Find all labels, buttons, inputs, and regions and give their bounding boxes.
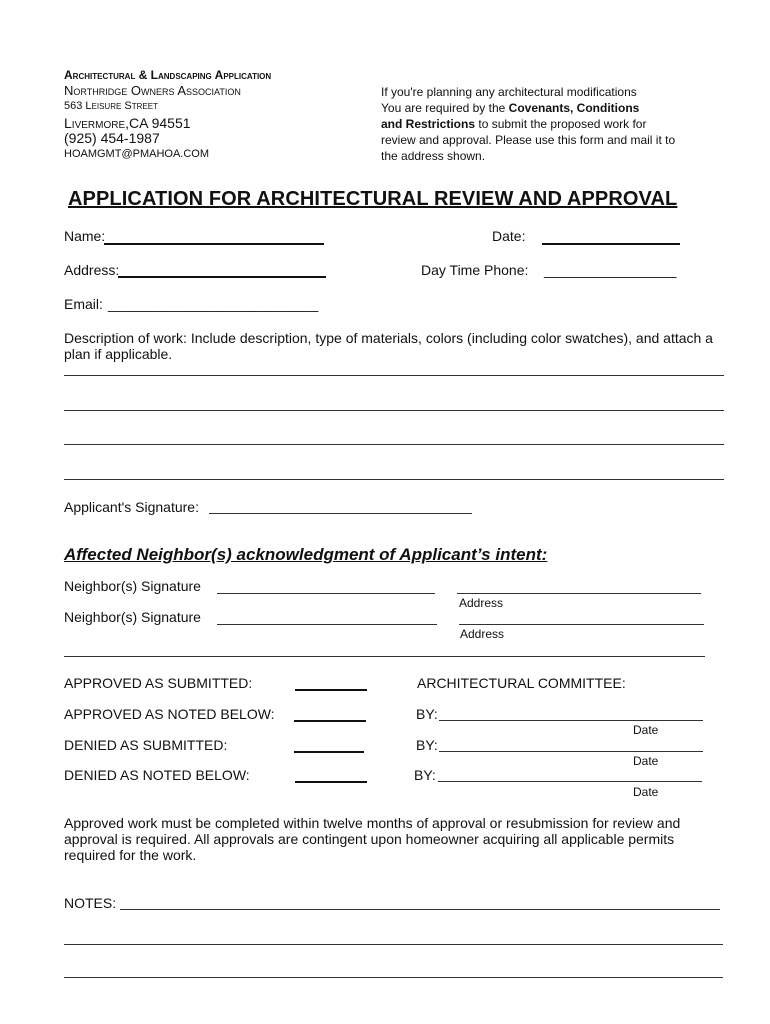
association-street: 563 Leisure Street (64, 100, 158, 112)
address-label: Address: (64, 262, 120, 278)
date-caption-1: Date (633, 723, 659, 737)
approved-as-submitted-label: APPROVED AS SUBMITTED: (64, 675, 253, 691)
applicant-signature-field[interactable] (209, 513, 472, 514)
description-line-4[interactable] (64, 479, 724, 480)
neighbor-address-2-field[interactable] (459, 624, 704, 625)
name-label: Name: (64, 228, 106, 244)
phone-field[interactable]: _________________ (544, 262, 677, 278)
application-heading: Architectural & Landscaping Application (64, 68, 272, 82)
neighbor-signature-1-label: Neighbor(s) Signature (64, 578, 201, 594)
intro-line-2: You are required by the Covenants, Conditions (381, 101, 640, 115)
association-phone: (925) 454-1987 (64, 130, 160, 146)
applicant-signature-label: Applicant's Signature: (64, 499, 199, 515)
date-field[interactable] (542, 243, 680, 245)
approved-as-submitted-field[interactable] (295, 689, 367, 691)
by-field-3[interactable] (438, 781, 702, 782)
name-field[interactable] (104, 243, 324, 245)
neighbor-address-2-label: Address (460, 627, 505, 641)
intro-line-4: review and approval. Please use this form and mail it to (381, 133, 676, 147)
notes-line-3[interactable] (64, 977, 723, 978)
approval-terms: Approved work must be completed within twelve months of approval or resubmission for review and approval is required. All approvals are contingent upon homeowner acquiring all applicable permits required for the work. (64, 815, 681, 863)
notes-line-1[interactable] (120, 909, 720, 910)
approved-as-noted-label: APPROVED AS NOTED BELOW: (64, 706, 275, 722)
address-field[interactable] (118, 276, 326, 278)
denied-as-noted-field[interactable] (295, 781, 367, 783)
intro-text (381, 84, 675, 164)
neighbor-address-1-label: Address (459, 596, 504, 610)
association-email: HOAMGMT@PMAHOA.COM (64, 148, 209, 160)
denied-as-submitted-label: DENIED AS SUBMITTED: (64, 737, 228, 753)
date-caption-3: Date (633, 785, 659, 799)
by-field-1[interactable] (439, 720, 703, 721)
denied-as-submitted-field[interactable] (294, 751, 364, 753)
description-line-2[interactable] (64, 410, 724, 411)
by-label-2: BY: (416, 737, 438, 753)
email-field[interactable]: ___________________________ (108, 296, 319, 312)
neighbor-signature-2-label: Neighbor(s) Signature (64, 609, 201, 625)
neighbor-signature-2-field[interactable] (217, 624, 437, 625)
phone-label: Day Time Phone: (421, 262, 529, 278)
intro-line-5: the address shown. (381, 149, 486, 163)
neighbor-address-1-field[interactable] (457, 593, 701, 594)
section-divider (64, 656, 705, 657)
approved-as-noted-field[interactable] (294, 720, 366, 722)
description-line-1[interactable] (64, 375, 724, 376)
association-city: Livermore,CA 94551 (64, 115, 191, 131)
date-label: Date: (492, 228, 526, 244)
by-label-3: BY: (414, 767, 436, 783)
by-label-1: BY: (416, 706, 438, 722)
email-label: Email: (64, 296, 103, 312)
association-name: Northridge Owners Association (64, 83, 241, 98)
intro-line-1: If you're planning any architectural modifications (381, 85, 637, 99)
denied-as-noted-label: DENIED AS NOTED BELOW: (64, 767, 250, 783)
neighbor-section-heading: Affected Neighbor(s) acknowledgment of Applicant’s intent: (64, 545, 548, 564)
neighbor-signature-1-field[interactable] (217, 593, 435, 594)
notes-line-2[interactable] (64, 944, 723, 945)
intro-line-3: and Restrictions to submit the proposed work for (381, 117, 647, 131)
by-field-2[interactable] (439, 751, 703, 752)
date-caption-2: Date (633, 754, 659, 768)
committee-label: ARCHITECTURAL COMMITTEE: (417, 675, 626, 691)
description-instructions: Description of work: Include description, type of materials, colors (including color swatches), and attach a plan if applicable. (64, 330, 713, 362)
description-line-3[interactable] (64, 444, 724, 445)
notes-label: NOTES: (64, 895, 117, 911)
form-title: APPLICATION FOR ARCHITECTURAL REVIEW AND APPROVAL (68, 188, 678, 210)
